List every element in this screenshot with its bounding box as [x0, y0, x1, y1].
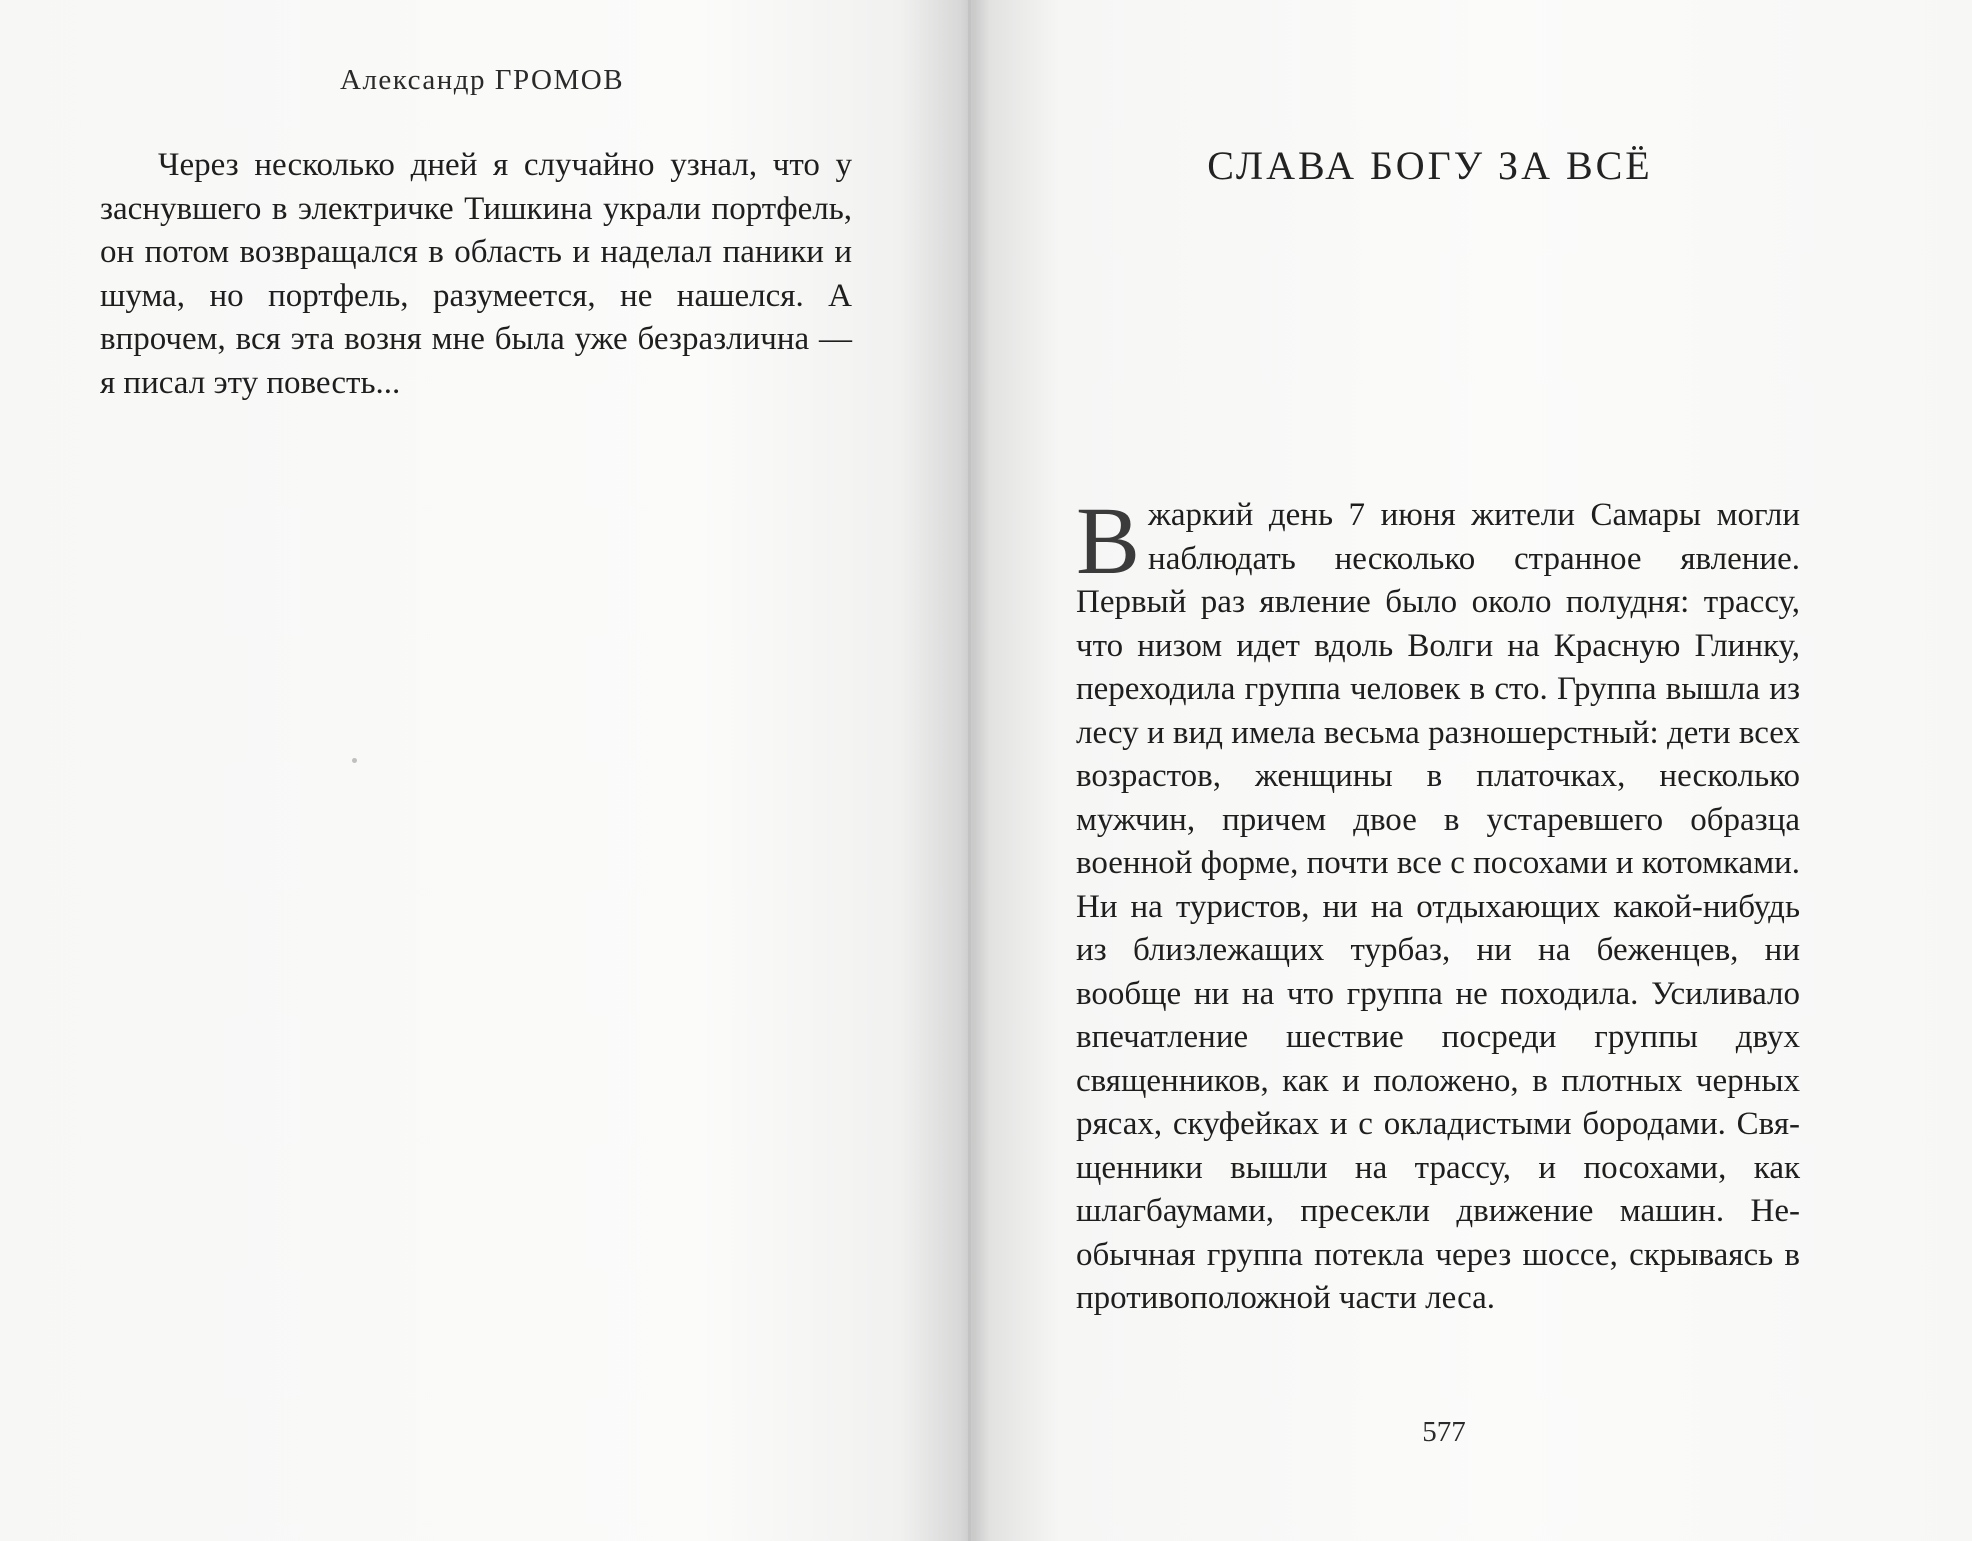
- print-speck: [352, 758, 357, 763]
- running-head: Александр ГРОМОВ: [340, 64, 625, 96]
- left-page: [0, 0, 968, 1541]
- right-page: [972, 0, 1972, 1541]
- paragraph: Через несколько дней я случайно узнал, что у заснувшего в электричке Тишкина украли портфель, он потом возвращался в область и наделал паники и шума, но портфель, разумеется, не нашелся. А впрочем, вся эта возня мне была уже безразлична — я писал эту повесть...: [100, 147, 852, 401]
- left-text-block: [100, 144, 852, 405]
- drop-cap: В: [1076, 487, 1141, 594]
- right-text-block: [1076, 487, 1800, 1321]
- chapter-title: СЛАВА БОГУ ЗА ВСЁ: [1207, 143, 1653, 188]
- first-paragraph: [1076, 487, 1800, 1321]
- book-gutter: [968, 0, 971, 1541]
- paragraph-text: жаркий день 7 июня жители Самары могли наблюдать несколько странное явление. Первый раз явление было около полудня: трассу, что низом идет вдоль Волги на Красную Глинку, переходила группа человек в сто. Группа вышла из лесу и вид имела весьма разношерстный: дети всех возрастов, женщины в платочках, несколько мужчин, причем двое в устаревшего образца военной форме, почти все с посохами и котомками. Ни на туристов, ни на отдыхающих какой-нибудь из близлежащих турбаз, ни на беженцев, ни вообще ни на что группа не походила. Усиливало впечатление шествие посреди группы двух священников, как и положено, в плотных черных рясах, скуфейках и с окладистыми бородами. Священники вышли на трассу, и посохами, как шлагбаумами, пресекли движение машин. Необычная группа потекла через шоссе, скрываясь в противоположной части леса.: [1076, 497, 1800, 1316]
- page-number: 577: [1422, 1416, 1466, 1448]
